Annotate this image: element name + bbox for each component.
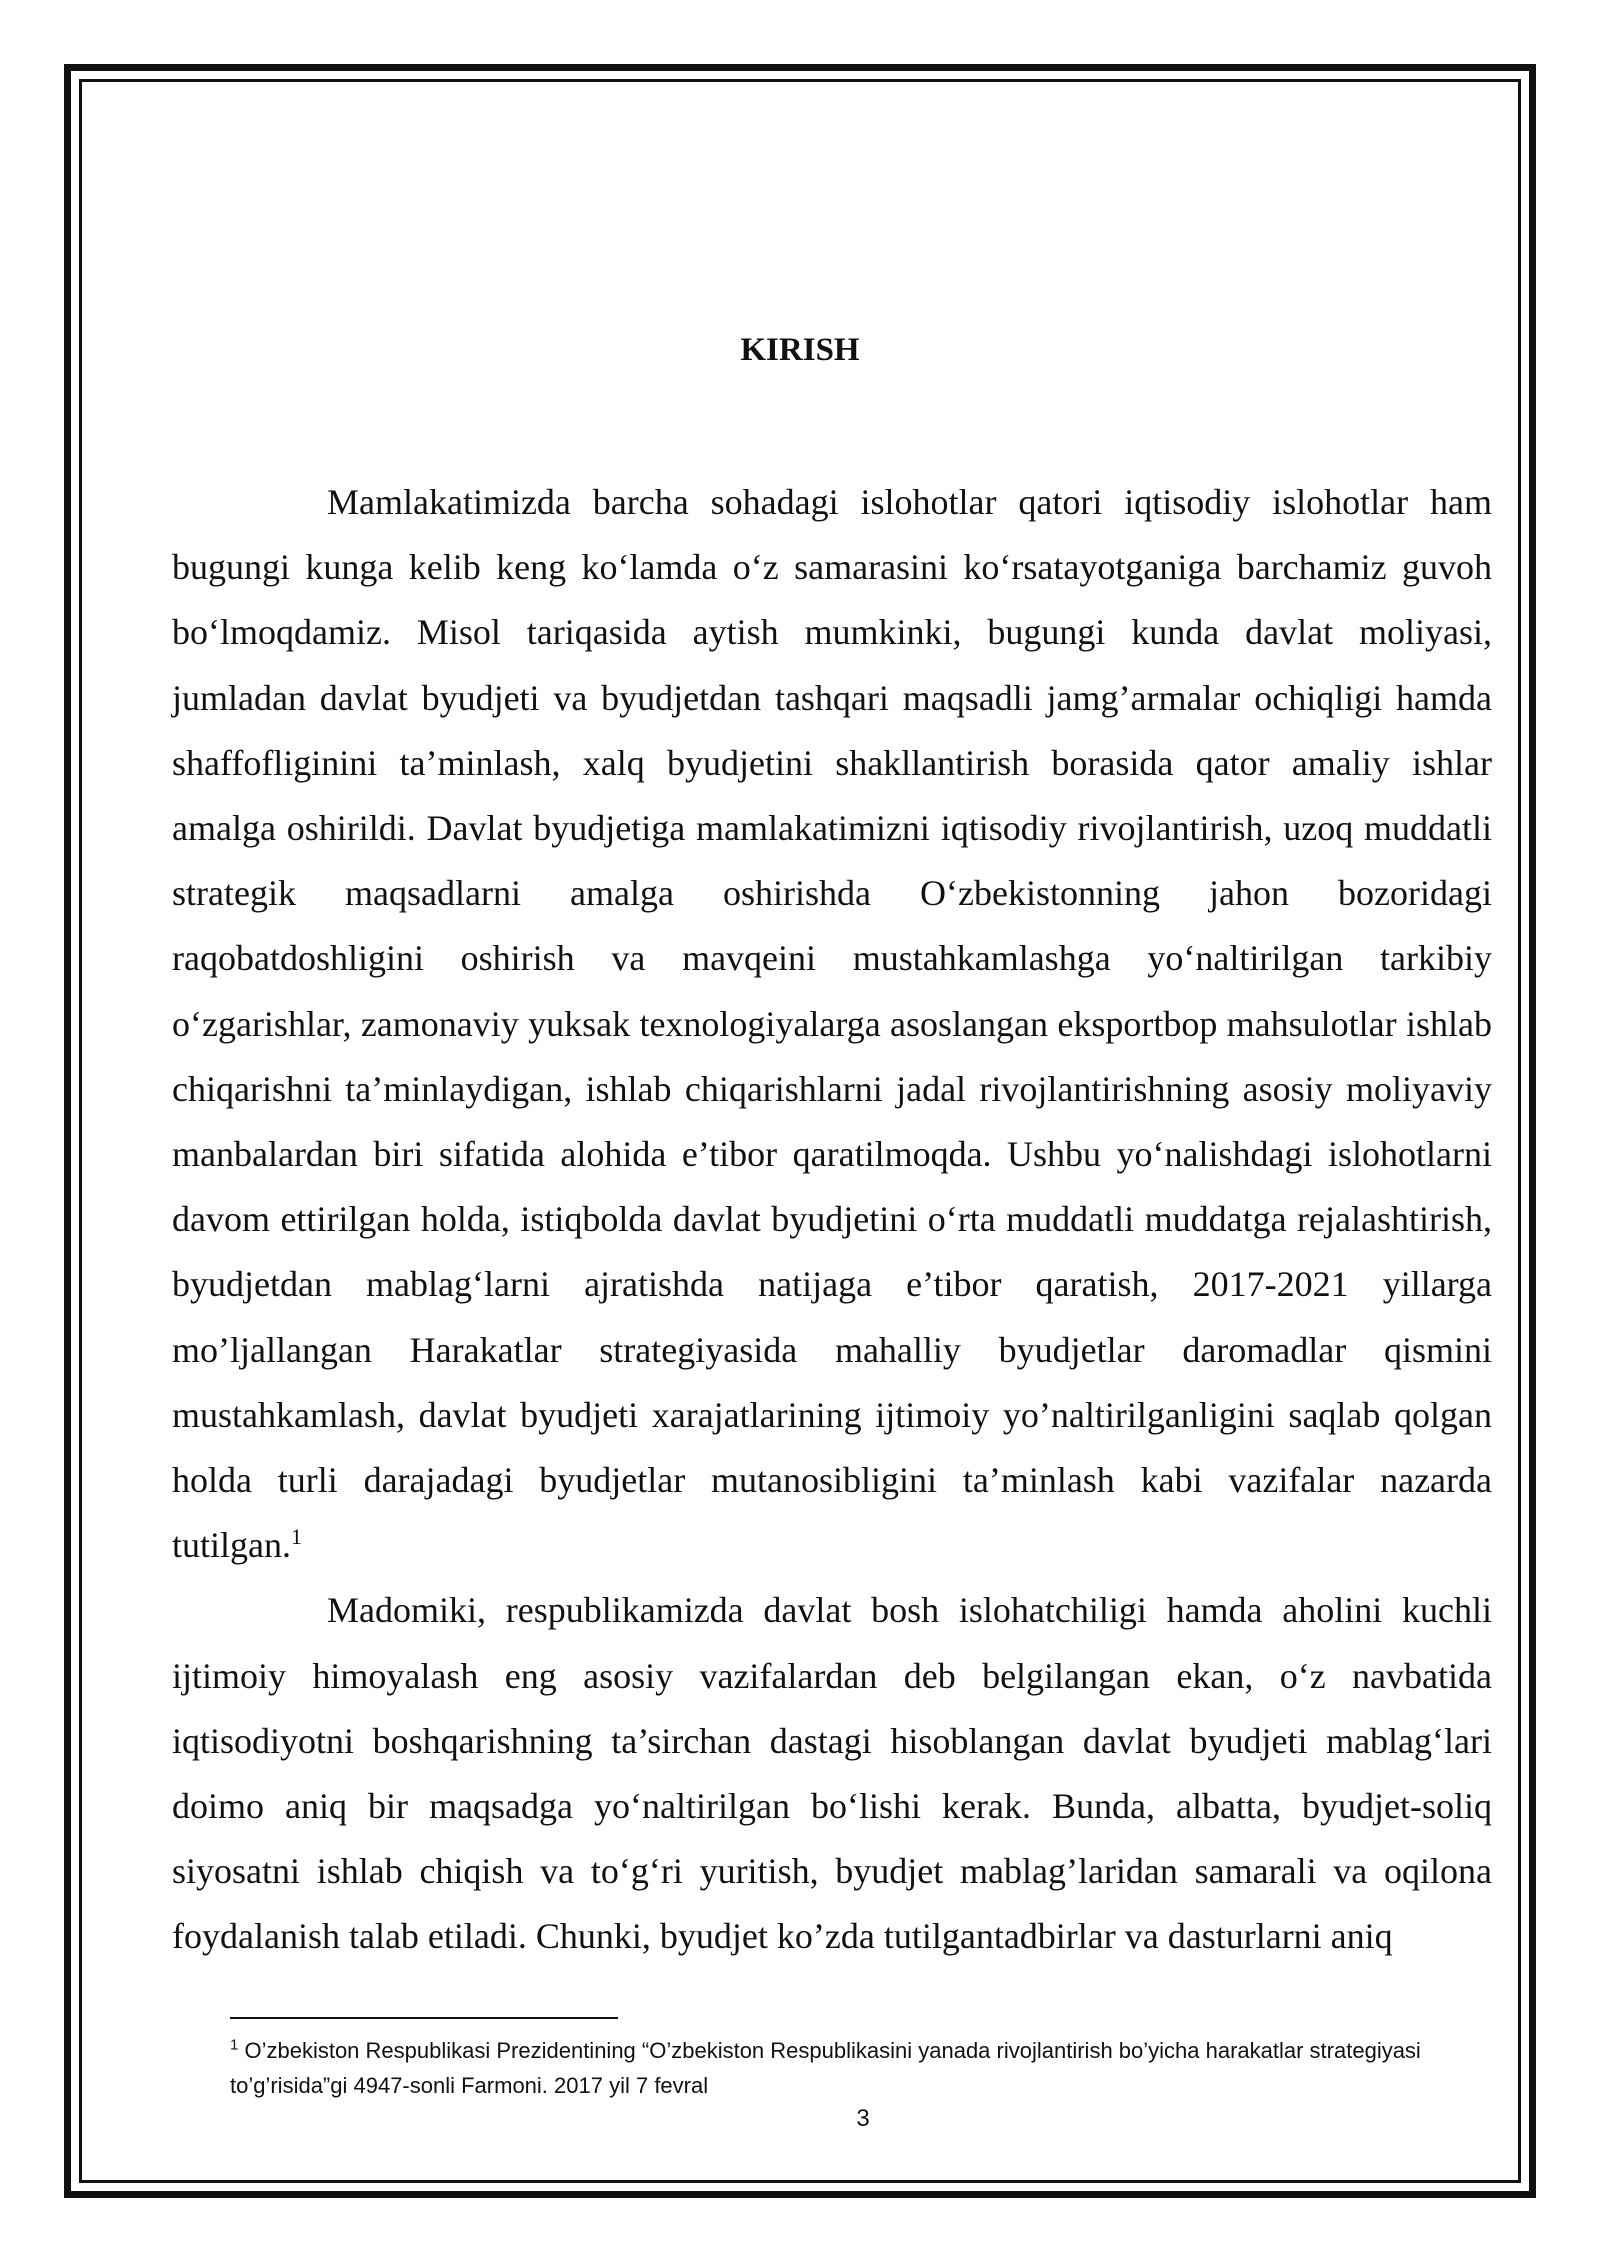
paragraph-1	[172, 470, 1492, 1578]
paragraph-2-text: Madomiki, respublikamizda davlat bosh islohatchiligi hamda aholini kuchli ijtimoiy himoyalash eng asosiy vazifalardan deb belgilangan ekan, oʻz navbatida iqtisodiyotni boshqarishning ta’sirchan dastagi hisoblangan davlat byudjeti mablagʻlari doimo aniq bir maqsadga yoʻnaltirilgan boʻlishi kerak. Bunda, albatta, byudjet-soliq siyosatni ishlab chiqish va toʻgʻri yuritish, byudjet mablag’laridan samarali va oqilona foydalanish talab etiladi. Chunki, byudjet ko’zda tutilgantadbirlar va dasturlarni aniq	[172, 1590, 1492, 1957]
body-text	[172, 470, 1492, 1970]
footnote-text: O’zbekiston Respublikasi Prezidentining “O’zbekiston Respublikasini yanada rivojlantirish bo’yicha harakatlar strategiyasi to’g’risida”gi 4947-sonli Farmoni. 2017 yil 7 fevral	[230, 2038, 1421, 2098]
section-title: KIRISH	[740, 332, 860, 368]
page-number: 3	[856, 2105, 870, 2132]
footnote-number: 1	[230, 2036, 239, 2054]
paragraph-1-text: Mamlakatimizda barcha sohadagi islohotlar qatori iqtisodiy islohotlar ham bugungi kunga kelib keng koʻlamda oʻz samarasini koʻrsatayotganiga barchamiz guvoh boʻlmoqdamiz. Misol tariqasida aytish mumkinki, bugungi kunda davlat moliyasi, jumladan davlat byudjeti va byudjetdan tashqari maqsadli jamg’armalar ochiqligi hamda shaffofliginini ta’minlash, xalq byudjetini shakllantirish borasida qator amaliy ishlar amalga oshirildi. Davlat byudjetiga mamlakatimizni iqtisodiy rivojlantirish, uzoq muddatli strategik maqsadlarni amalga oshirishda Oʻzbekistonning jahon bozoridagi raqobatdoshligini oshirish va mavqeini mustahkamlashga yoʻnaltirilgan tarkibiy oʻzgarishlar, zamonaviy yuksak texnologiyalarga asoslangan eksportbop mahsulotlar ishlab chiqarishni ta’minlaydigan, ishlab chiqarishlarni jadal rivojlantirishning asosiy moliyaviy manbalardan biri sifatida alohida e’tibor qaratilmoqda. Ushbu yoʻnalishdagi islohotlarni davom ettirilgan holda, istiqbolda davlat byudjetini oʻrta muddatli muddatga rejalashtirish, byudjetdan mablagʻlarni ajratishda natijaga e’tibor qaratish, 2017-2021 yillarga mo’ljallangan Harakatlar strategiyasida mahalliy byudjetlar daromadlar qismini mustahkamlash, davlat byudjeti xarajatlarining ijtimoiy yo’naltirilganligini saqlab qolgan holda turli darajadagi byudjetlar mutanosibligini ta’minlash kabi vazifalar nazarda tutilgan.	[172, 482, 1492, 1566]
paragraph-2	[172, 1578, 1492, 1969]
footnote	[230, 2033, 1492, 2103]
footnote-separator	[230, 2017, 618, 2019]
footnote-reference[interactable]: 1	[291, 1524, 302, 1550]
